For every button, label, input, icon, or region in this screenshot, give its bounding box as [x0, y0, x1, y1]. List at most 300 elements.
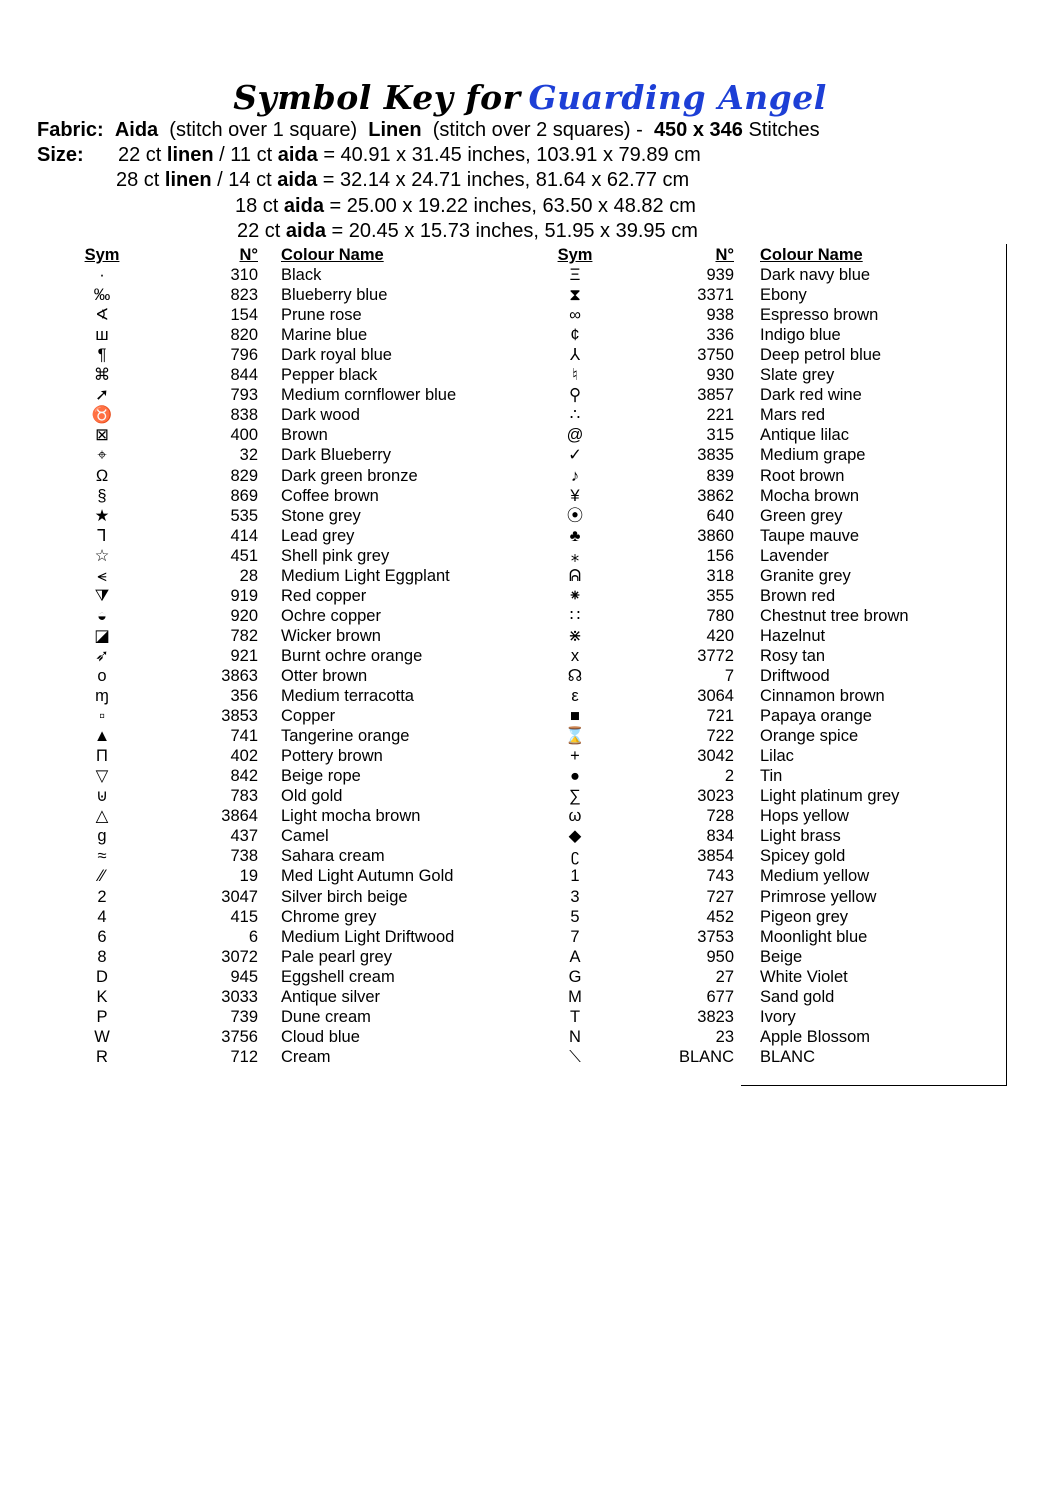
fabric-linen-note: (stitch over 2 squares) - — [432, 119, 643, 141]
row-number: 920 — [230, 606, 258, 625]
row-colour-name: Lavender — [760, 546, 829, 565]
row-colour-name: Dark wood — [281, 406, 360, 425]
row-symbol: 5 — [570, 907, 580, 926]
row-number: 796 — [230, 346, 258, 365]
table-row — [555, 927, 975, 947]
row-number: 743 — [706, 867, 734, 886]
size-line — [235, 194, 696, 219]
row-symbol: K — [96, 987, 108, 1006]
row-number: 3756 — [221, 1027, 258, 1046]
table-border-right — [1006, 244, 1007, 1086]
row-colour-name: Green grey — [760, 506, 843, 525]
row-symbol: ∢ — [95, 306, 109, 325]
table-row — [555, 806, 975, 826]
row-number: 3064 — [697, 687, 734, 706]
row-number: 437 — [230, 827, 258, 846]
row-colour-name: Sand gold — [760, 987, 835, 1006]
row-symbol: § — [97, 486, 107, 505]
row-symbol: ▽ — [95, 767, 109, 786]
row-colour-name: Pale pearl grey — [281, 947, 392, 966]
fabric-label: Fabric: — [37, 119, 104, 141]
row-number: 3042 — [697, 747, 734, 766]
row-colour-name: Hazelnut — [760, 626, 826, 645]
table-row — [82, 646, 502, 666]
size-dimensions: = 20.45 x 15.73 inches, 51.95 x 39.95 cm — [331, 220, 698, 242]
row-number: 3862 — [697, 486, 734, 505]
row-symbol: ▫ — [99, 707, 105, 726]
table-row — [555, 606, 975, 626]
row-colour-name: Medium grape — [760, 446, 866, 465]
row-colour-name: Coffee brown — [281, 486, 379, 505]
row-number: 415 — [230, 907, 258, 926]
table-row — [555, 305, 975, 325]
row-number: 3072 — [221, 947, 258, 966]
table-row — [555, 566, 975, 586]
row-symbol: ⊍ — [95, 787, 109, 806]
row-colour-name: Medium Light Driftwood — [281, 927, 455, 946]
size-dimensions: = 32.14 x 24.71 inches, 81.64 x 62.77 cm — [322, 169, 690, 191]
row-symbol: ¥ — [570, 486, 580, 505]
row-number: 640 — [706, 506, 734, 525]
row-colour-name: BLANC — [760, 1047, 816, 1066]
row-symbol: ⌘ — [93, 366, 111, 385]
row-colour-name: Silver birch beige — [281, 887, 408, 906]
row-number: 921 — [230, 646, 258, 665]
table-row — [555, 907, 975, 927]
row-number: BLANC — [678, 1047, 734, 1066]
size-fabric: aida — [277, 144, 318, 166]
row-colour-name: Mars red — [760, 406, 826, 425]
table-header — [82, 245, 502, 265]
row-symbol: ▲ — [93, 727, 111, 746]
table-row — [555, 285, 975, 305]
table-row — [555, 646, 975, 666]
row-colour-name: Granite grey — [760, 566, 851, 585]
row-number: 6 — [248, 927, 258, 946]
row-number: 842 — [230, 767, 258, 786]
header-colour-name: Colour Name — [281, 246, 384, 264]
row-colour-name: Apple Blossom — [760, 1027, 871, 1046]
row-symbol: ☊ — [567, 666, 583, 685]
table-row — [82, 466, 502, 486]
row-number: 356 — [230, 687, 258, 706]
row-symbol: ✓ — [568, 446, 582, 465]
title-prefix: Symbol Key for — [233, 78, 521, 117]
table-row — [82, 846, 502, 866]
row-symbol: G — [568, 967, 582, 986]
row-number: 3750 — [697, 346, 734, 365]
row-number: 414 — [230, 526, 258, 545]
row-number: 3864 — [221, 807, 258, 826]
table-row — [82, 987, 502, 1007]
row-number: 722 — [706, 727, 734, 746]
table-row — [555, 706, 975, 726]
table-row — [82, 967, 502, 987]
row-symbol: ⅄ — [569, 346, 581, 365]
row-colour-name: Light brass — [760, 827, 841, 846]
row-number: 939 — [706, 266, 734, 285]
row-symbol: ➚ — [95, 386, 109, 405]
row-colour-name: Cream — [281, 1047, 331, 1066]
row-number: 3753 — [697, 927, 734, 946]
size-label: Size: — [37, 144, 84, 166]
table-row — [555, 766, 975, 786]
row-colour-name: Mocha brown — [760, 486, 860, 505]
table-row — [82, 927, 502, 947]
row-colour-name: Hops yellow — [760, 807, 849, 826]
row-colour-name: Medium terracotta — [281, 687, 414, 706]
row-number: 310 — [230, 266, 258, 285]
row-colour-name: Light mocha brown — [281, 807, 421, 826]
row-symbol: ∑ — [569, 787, 581, 806]
row-colour-name: Copper — [281, 707, 336, 726]
row-symbol: M — [568, 987, 582, 1006]
table-row — [555, 265, 975, 285]
row-symbol: ⧗ — [569, 286, 581, 305]
row-symbol: o — [97, 666, 107, 685]
row-symbol: ⪪ — [97, 566, 107, 585]
row-symbol: A — [569, 947, 581, 966]
row-colour-name: Ivory — [760, 1007, 796, 1026]
row-number: 728 — [706, 807, 734, 826]
row-symbol: ♮ — [572, 366, 578, 385]
row-number: 782 — [230, 626, 258, 645]
row-number: 3033 — [221, 987, 258, 1006]
row-symbol: g — [97, 827, 107, 846]
table-row — [555, 786, 975, 806]
row-symbol: ⌛ — [564, 727, 586, 746]
table-row — [82, 285, 502, 305]
row-colour-name: Taupe mauve — [760, 526, 860, 545]
row-symbol: ◆ — [568, 827, 582, 846]
row-symbol: ⚲ — [568, 386, 582, 405]
size-count: 22 ct — [118, 144, 162, 166]
row-symbol: x — [570, 646, 580, 665]
header-sym: Sym — [84, 246, 120, 264]
row-number: 741 — [230, 727, 258, 746]
row-number: 400 — [230, 426, 258, 445]
row-colour-name: Primrose yellow — [760, 887, 877, 906]
row-symbol: ∞ — [569, 306, 581, 325]
row-colour-name: Black — [281, 266, 322, 285]
row-symbol: ⧩ — [94, 586, 110, 605]
row-colour-name: Moonlight blue — [760, 927, 868, 946]
row-number: 3854 — [697, 847, 734, 866]
row-symbol: ☆ — [94, 546, 110, 565]
row-number: 793 — [230, 386, 258, 405]
row-symbol: Ω — [95, 466, 109, 485]
table-row — [82, 1027, 502, 1047]
table-row — [555, 445, 975, 465]
row-colour-name: Lead grey — [281, 526, 355, 545]
table-row — [555, 726, 975, 746]
row-number: 820 — [230, 326, 258, 345]
row-number: 3823 — [697, 1007, 734, 1026]
row-symbol: ɱ — [95, 687, 109, 706]
table-row — [82, 445, 502, 465]
row-number: 823 — [230, 286, 258, 305]
pattern-name: Guarding Angel — [528, 78, 827, 117]
row-number: 451 — [230, 546, 258, 565]
row-symbol: ¢ — [570, 326, 580, 345]
row-colour-name: Brown — [281, 426, 328, 445]
row-colour-name: Shell pink grey — [281, 546, 390, 565]
table-row — [82, 586, 502, 606]
stitch-count: 450 x 346 — [653, 119, 743, 141]
row-symbol: 1 — [570, 867, 580, 886]
row-number: 3835 — [697, 446, 734, 465]
row-number: 402 — [230, 747, 258, 766]
row-number: 938 — [706, 306, 734, 325]
row-symbol: ⌖ — [97, 446, 107, 465]
row-colour-name: Old gold — [281, 787, 343, 806]
row-colour-name: Pepper black — [281, 366, 378, 385]
table-row — [82, 726, 502, 746]
table-row — [555, 466, 975, 486]
table-row — [82, 506, 502, 526]
row-number: 780 — [706, 606, 734, 625]
table-row — [555, 325, 975, 345]
stitch-word: Stitches — [748, 119, 820, 141]
row-number: 318 — [706, 566, 734, 585]
row-number: 3857 — [697, 386, 734, 405]
row-colour-name: Antique silver — [281, 987, 381, 1006]
table-row — [82, 566, 502, 586]
row-symbol: Π — [96, 747, 108, 766]
size-count: / 14 ct — [217, 169, 272, 191]
table-row — [82, 265, 502, 285]
table-row — [82, 526, 502, 546]
row-colour-name: Stone grey — [281, 506, 361, 525]
row-symbol: ∷ — [569, 606, 581, 625]
table-row — [82, 305, 502, 325]
table-row — [82, 486, 502, 506]
row-number: 221 — [706, 406, 734, 425]
table-row — [555, 666, 975, 686]
row-symbol: △ — [95, 807, 109, 826]
row-number: 2 — [724, 767, 734, 786]
table-row — [555, 526, 975, 546]
row-colour-name: Dark Blueberry — [281, 446, 392, 465]
size-dimensions: = 25.00 x 19.22 inches, 63.50 x 48.82 cm — [329, 195, 696, 217]
row-colour-name: Red copper — [281, 586, 367, 605]
row-number: 834 — [706, 827, 734, 846]
table-row — [82, 786, 502, 806]
row-colour-name: Espresso brown — [760, 306, 879, 325]
table-row — [555, 947, 975, 967]
row-colour-name: Tangerine orange — [281, 727, 410, 746]
row-number: 336 — [706, 326, 734, 345]
table-row — [82, 706, 502, 726]
row-number: 829 — [230, 466, 258, 485]
size-fabric: linen — [166, 144, 214, 166]
row-number: 32 — [239, 446, 258, 465]
table-row — [82, 907, 502, 927]
table-row — [82, 766, 502, 786]
row-colour-name: Sahara cream — [281, 847, 385, 866]
table-row — [82, 866, 502, 886]
row-colour-name: Lilac — [760, 747, 794, 766]
row-colour-name: Papaya orange — [760, 707, 872, 726]
table-row — [82, 425, 502, 445]
row-symbol: + — [570, 747, 580, 766]
header-sym: Sym — [557, 246, 593, 264]
table-row — [555, 1007, 975, 1027]
table-row — [555, 1027, 975, 1047]
table-row — [555, 385, 975, 405]
header-colour-name: Colour Name — [760, 246, 863, 264]
table-row — [555, 345, 975, 365]
table-row — [555, 846, 975, 866]
table-row — [555, 586, 975, 606]
row-symbol: ∴ — [569, 406, 581, 425]
row-colour-name: Indigo blue — [760, 326, 841, 345]
row-colour-name: Cloud blue — [281, 1027, 360, 1046]
size-fabric: aida — [277, 169, 318, 191]
table-row — [555, 626, 975, 646]
fabric-line — [37, 118, 820, 143]
row-symbol: Ξ — [569, 266, 581, 285]
table-row — [82, 1047, 502, 1067]
row-colour-name: Prune rose — [281, 306, 362, 325]
size-fabric: aida — [285, 220, 326, 242]
row-symbol: ■ — [570, 707, 580, 726]
size-line — [237, 219, 698, 244]
table-row — [555, 405, 975, 425]
row-symbol: 3 — [570, 887, 580, 906]
row-colour-name: Beige rope — [281, 767, 361, 786]
table-row — [555, 486, 975, 506]
row-symbol: ε — [571, 687, 579, 706]
row-number: 535 — [230, 506, 258, 525]
row-colour-name: Otter brown — [281, 666, 368, 685]
row-symbol: ⁎ — [570, 546, 580, 565]
row-colour-name: Pigeon grey — [760, 907, 849, 926]
row-symbol: 6 — [97, 927, 107, 946]
row-colour-name: Spicey gold — [760, 847, 846, 866]
row-symbol: ⋇ — [568, 626, 582, 645]
row-number: 783 — [230, 787, 258, 806]
row-symbol: ʗ — [570, 847, 580, 866]
row-colour-name: Blueberry blue — [281, 286, 388, 305]
row-colour-name: Chrome grey — [281, 907, 377, 926]
row-symbol: D — [96, 967, 108, 986]
table-row — [82, 345, 502, 365]
row-symbol: N — [569, 1027, 581, 1046]
row-symbol: R — [96, 1047, 108, 1066]
row-symbol: ‰ — [93, 286, 111, 305]
row-number: 919 — [230, 586, 258, 605]
size-count: 28 ct — [116, 169, 160, 191]
table-row — [555, 866, 975, 886]
row-symbol: ⁄⁄ — [99, 867, 105, 886]
table-row — [82, 887, 502, 907]
row-symbol: ш — [95, 326, 109, 345]
row-colour-name: Marine blue — [281, 326, 368, 345]
row-symbol: ¶ — [97, 346, 107, 365]
symbol-table-left — [82, 245, 502, 1067]
row-number: 19 — [239, 867, 258, 886]
row-number: 3047 — [221, 887, 258, 906]
row-number: 738 — [230, 847, 258, 866]
row-symbol: ◒ — [97, 606, 107, 625]
row-number: 712 — [230, 1047, 258, 1066]
row-colour-name: Med Light Autumn Gold — [281, 867, 454, 886]
table-row — [555, 365, 975, 385]
fabric-aida-note: (stitch over 1 square) — [169, 119, 358, 141]
table-row — [82, 947, 502, 967]
row-colour-name: Wicker brown — [281, 626, 381, 645]
row-symbol: P — [96, 1007, 108, 1026]
row-number: 844 — [230, 366, 258, 385]
table-row — [82, 626, 502, 646]
row-number: 839 — [706, 466, 734, 485]
row-symbol: ⊠ — [95, 426, 109, 445]
row-number: 3023 — [697, 787, 734, 806]
row-colour-name: Medium cornflower blue — [281, 386, 457, 405]
table-row — [82, 686, 502, 706]
row-colour-name: Brown red — [760, 586, 836, 605]
row-symbol: ᕱ — [568, 566, 582, 585]
row-symbol: ⅂ — [97, 526, 107, 545]
row-colour-name: Ebony — [760, 286, 807, 305]
table-row — [82, 325, 502, 345]
row-colour-name: Ochre copper — [281, 606, 381, 625]
row-number: 355 — [706, 586, 734, 605]
row-symbol: · — [99, 266, 105, 285]
table-header — [555, 245, 975, 265]
size-count: 22 ct — [237, 220, 281, 242]
row-number: 869 — [230, 486, 258, 505]
row-number: 739 — [230, 1007, 258, 1026]
table-row — [555, 967, 975, 987]
row-colour-name: Driftwood — [760, 666, 830, 685]
row-symbol: ⟍ — [569, 1047, 581, 1066]
table-row — [82, 405, 502, 425]
size-dimensions: = 40.91 x 31.45 inches, 103.91 x 79.89 cm — [323, 144, 701, 166]
size-line — [118, 143, 701, 168]
row-colour-name: White Violet — [760, 967, 848, 986]
row-symbol: 2 — [97, 887, 107, 906]
row-colour-name: Chestnut tree brown — [760, 606, 909, 625]
row-symbol: 8 — [97, 947, 107, 966]
row-symbol: ➶ — [95, 646, 109, 665]
size-fabric: aida — [283, 195, 324, 217]
size-count: 18 ct — [235, 195, 279, 217]
row-symbol: W — [94, 1027, 110, 1046]
table-row — [82, 546, 502, 566]
row-symbol: ♣ — [569, 526, 581, 545]
row-symbol: ♪ — [570, 466, 580, 485]
row-number: 721 — [706, 707, 734, 726]
symbol-table-right — [555, 245, 975, 1067]
row-symbol: ● — [570, 767, 580, 786]
table-row — [555, 887, 975, 907]
row-colour-name: Rosy tan — [760, 646, 826, 665]
row-colour-name: Slate grey — [760, 366, 835, 385]
row-colour-name: Root brown — [760, 466, 845, 485]
table-row — [555, 425, 975, 445]
table-row — [82, 826, 502, 846]
row-colour-name: Medium yellow — [760, 867, 870, 886]
row-symbol: ⦿ — [566, 506, 584, 525]
row-number: 3860 — [697, 526, 734, 545]
row-colour-name: Cinnamon brown — [760, 687, 885, 706]
table-row — [82, 365, 502, 385]
row-colour-name: Dark green bronze — [281, 466, 418, 485]
row-colour-name: Tin — [760, 767, 783, 786]
row-symbol: ◪ — [94, 626, 110, 645]
